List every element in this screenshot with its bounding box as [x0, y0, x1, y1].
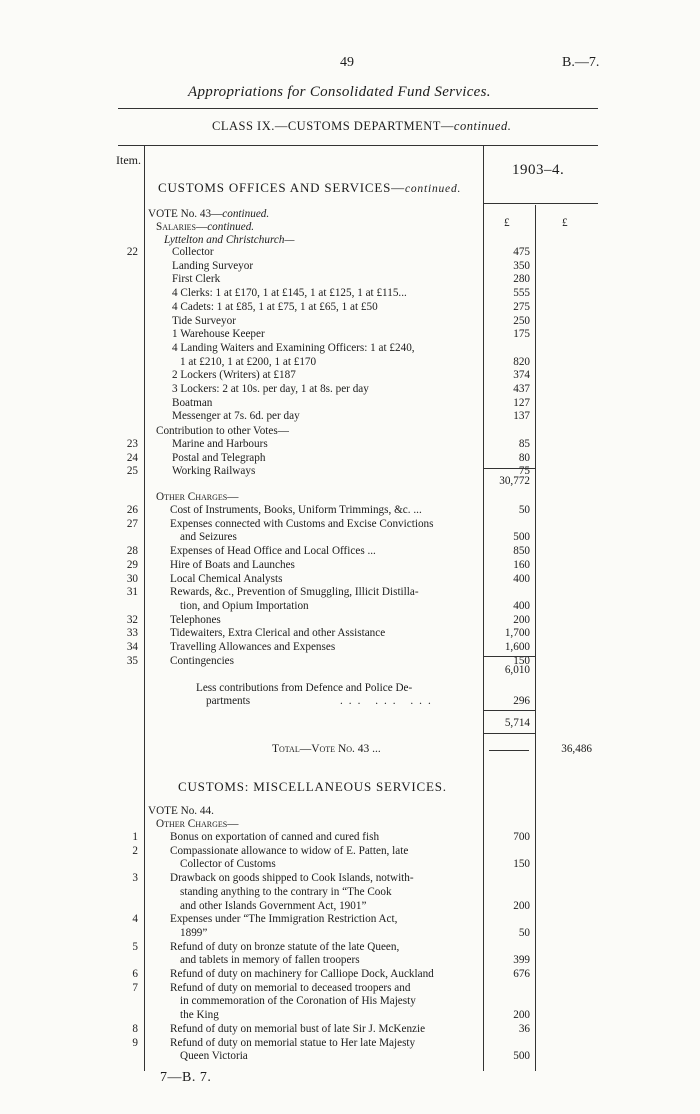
item-number: 32: [126, 613, 138, 626]
line-amount: 850: [513, 545, 530, 558]
line-amount: 400: [513, 572, 530, 585]
line-amount: 700: [513, 831, 530, 843]
vote-44-label: VOTE No. 44.: [148, 805, 214, 817]
class-heading-main: CLASS IX.—CUSTOMS DEPARTMENT—: [212, 119, 454, 133]
line-description: in commemoration of the Coronation of His Majesty: [180, 995, 416, 1008]
line-amount: 50: [518, 926, 530, 939]
line-amount: 275: [513, 300, 530, 313]
line-description: Rewards, &c., Prevention of Smuggling, Illicit Distilla-: [170, 586, 419, 599]
line-amount: 75: [518, 465, 530, 478]
line-amount: 175: [513, 328, 530, 341]
item-number: 27: [126, 517, 138, 530]
class-heading-continued: continued.: [453, 119, 512, 133]
page-reference: B.—7.: [562, 55, 600, 70]
line-description: Compassionate allowance to widow of E. Patten, late: [170, 844, 409, 857]
item-number: 25: [126, 465, 138, 478]
item-number: 7: [132, 981, 138, 994]
line-amount: 374: [513, 369, 530, 382]
line-description: Bonus on exportation of canned and cured fish: [170, 831, 380, 843]
line-amount: 50: [518, 504, 530, 516]
line-amount: 200: [513, 1009, 530, 1022]
section-heading-main: CUSTOMS OFFICES AND SERVICES—: [158, 180, 405, 195]
line-amount: 400: [513, 599, 530, 612]
line-amount: 475: [513, 246, 530, 258]
line-description: tion, and Opium Importation: [180, 599, 309, 612]
line-description: Expenses connected with Customs and Excise Convictions: [170, 517, 434, 530]
item-number: 8: [132, 1022, 138, 1035]
salaries-subtotal: 30,772: [499, 475, 530, 487]
page-title: Appropriations for Consolidated Fund Services.: [188, 84, 491, 100]
class-heading: [212, 119, 511, 134]
line-description: Messenger at 7s. 6d. per day: [172, 410, 300, 423]
line-description: 1 Warehouse Keeper: [172, 328, 265, 341]
line-amount: 200: [513, 613, 530, 626]
line-description: Telephones: [170, 613, 221, 626]
total-dash: [489, 750, 529, 751]
line-description: Travelling Allowances and Expenses: [170, 641, 336, 653]
less-contributions-line1: Less contributions from Defence and Police De-: [196, 682, 413, 694]
vote-44-other-charges-label: Other Charges—: [156, 818, 239, 830]
section-heading-offices: [158, 180, 461, 196]
line-amount: 36: [518, 1022, 530, 1035]
line-amount: 250: [513, 314, 530, 327]
line-description: Local Chemical Analysts: [170, 572, 283, 585]
line-amount: 350: [513, 259, 530, 272]
line-description: Refund of duty on bronze statute of the late Queen,: [170, 940, 400, 953]
line-description: Refund of duty on machinery for Calliope Dock, Auckland: [170, 968, 434, 980]
item-number: 23: [126, 438, 138, 450]
salaries-subtotal-rule: [483, 468, 535, 469]
line-description: Refund of duty on memorial bust of late Sir J. McKenzie: [170, 1022, 426, 1035]
line-amount: 160: [513, 558, 530, 571]
page-number: 49: [340, 55, 354, 70]
title-rule: [118, 108, 598, 109]
item-number: 34: [126, 641, 138, 653]
line-description: Hire of Boats and Launches: [170, 558, 295, 571]
lyttelton-subheading: Lyttelton and Christchurch—: [164, 234, 295, 246]
currency-symbol-2: £: [562, 217, 568, 229]
salaries-continued: continued.: [207, 221, 255, 233]
net-bottom-rule: [483, 733, 535, 734]
item-number: 22: [126, 246, 138, 258]
line-amount: 280: [513, 273, 530, 286]
item-number: 4: [132, 913, 138, 926]
line-description: Refund of duty on memorial statue to Her late Majesty: [170, 1036, 416, 1049]
line-description: and tablets in memory of fallen troopers: [180, 954, 360, 967]
vote-43-text: VOTE No. 43—: [148, 208, 223, 220]
other-charges-label: Other Charges—: [156, 491, 239, 503]
item-number: 1: [132, 831, 138, 843]
other-charges-subtotal: 6,010: [504, 664, 530, 676]
line-description: 4 Cadets: 1 at £85, 1 at £75, 1 at £65, 1 at £50: [172, 300, 378, 313]
line-description: and Seizures: [180, 531, 237, 544]
net-rule: [483, 710, 535, 711]
item-number: 33: [126, 627, 138, 640]
line-description: Cost of Instruments, Books, Uniform Trimmings, &c. ...: [170, 504, 422, 516]
item-number: 2: [132, 844, 138, 857]
vote-43-label: [148, 207, 269, 221]
currency-symbol-1: £: [504, 217, 510, 229]
line-description: Expenses of Head Office and Local Offices ...: [170, 545, 376, 558]
line-amount: 80: [518, 451, 530, 464]
line-description: 4 Landing Waiters and Examining Officers: 1 at £240,: [172, 341, 415, 354]
item-column-header: Item.: [116, 153, 141, 167]
line-description: Tide Surveyor: [172, 314, 236, 327]
total-column-divider: [535, 205, 536, 1071]
salaries-text: Salaries—: [156, 221, 208, 233]
footer-signature: 7—B. 7.: [160, 1070, 212, 1085]
line-description: Expenses under “The Immigration Restriction Act,: [170, 913, 398, 926]
item-number: 26: [126, 504, 138, 516]
line-description: Collector of Customs: [180, 858, 276, 871]
line-description: Refund of duty on memorial to deceased troopers and: [170, 981, 411, 994]
line-amount: 200: [513, 899, 530, 912]
line-amount: 500: [513, 531, 530, 544]
section-heading-continued: continued.: [404, 183, 462, 195]
item-number: 29: [126, 558, 138, 571]
item-number: 31: [126, 586, 138, 599]
line-amount: 150: [513, 858, 530, 871]
item-column-divider: [144, 146, 145, 1071]
vote-43-continued: continued.: [222, 208, 270, 220]
line-description: Queen Victoria: [180, 1050, 248, 1063]
section-heading-miscellaneous: CUSTOMS: MISCELLANEOUS SERVICES.: [178, 779, 447, 794]
line-amount: 500: [513, 1050, 530, 1063]
less-contributions-line2: partments: [206, 695, 251, 707]
line-description: 1899”: [180, 926, 208, 939]
line-amount: 399: [513, 954, 530, 967]
line-description: Boatman: [172, 396, 213, 409]
item-number: 3: [132, 872, 138, 885]
line-description: Marine and Harbours: [172, 438, 268, 450]
total-vote-43-label: Total—Vote No. 43 ...: [272, 743, 381, 755]
line-description: Collector: [172, 246, 214, 258]
line-amount: 1,600: [504, 641, 530, 653]
line-description: Tidewaiters, Extra Clerical and other Assistance: [170, 627, 386, 640]
line-amount: 437: [513, 383, 530, 395]
line-description: 4 Clerks: 1 at £170, 1 at £145, 1 at £125, 1 at £115...: [172, 287, 407, 300]
line-amount: 820: [513, 355, 530, 368]
line-description: Postal and Telegraph: [172, 451, 266, 464]
line-description: the King: [180, 1009, 219, 1022]
item-number: 6: [132, 968, 138, 980]
line-amount: 85: [518, 438, 530, 450]
year-header: 1903–4.: [512, 162, 565, 178]
line-amount: 555: [513, 287, 530, 300]
item-number: 28: [126, 545, 138, 558]
line-description: First Clerk: [172, 273, 221, 286]
contribution-label: Contribution to other Votes—: [156, 425, 289, 437]
year-rule: [483, 203, 598, 204]
item-number: 30: [126, 572, 138, 585]
item-number: 9: [132, 1036, 138, 1049]
other-subtotal-rule: [483, 656, 535, 657]
line-description: Drawback on goods shipped to Cook Islands, notwith-: [170, 872, 414, 885]
line-description: 2 Lockers (Writers) at £187: [172, 369, 296, 382]
less-contributions-amount: 296: [513, 695, 530, 707]
line-amount: 127: [513, 396, 530, 409]
salaries-label: [156, 220, 254, 234]
line-description: Contingencies: [170, 654, 235, 667]
table-top-rule: [118, 145, 598, 146]
line-amount: 137: [513, 410, 530, 423]
item-number: 5: [132, 940, 138, 953]
total-vote-43-amount: 36,486: [561, 743, 592, 755]
line-description: Working Railways: [172, 465, 256, 478]
line-description: 1 at £210, 1 at £200, 1 at £170: [180, 355, 317, 368]
net-amount: 5,714: [504, 717, 530, 729]
item-number: 35: [126, 654, 138, 667]
item-number: 24: [126, 451, 138, 464]
line-description: and other Islands Government Act, 1901”: [180, 899, 367, 912]
line-amount: 676: [513, 968, 530, 980]
line-description: 3 Lockers: 2 at 10s. per day, 1 at 8s. per day: [172, 383, 369, 395]
line-description: Landing Surveyor: [172, 259, 254, 272]
line-description: standing anything to the contrary in “The Cook: [180, 885, 392, 898]
line-amount: 1,700: [504, 627, 530, 640]
less-leader-dots: ... ... ...: [340, 695, 437, 707]
line-amount: 150: [513, 654, 530, 667]
